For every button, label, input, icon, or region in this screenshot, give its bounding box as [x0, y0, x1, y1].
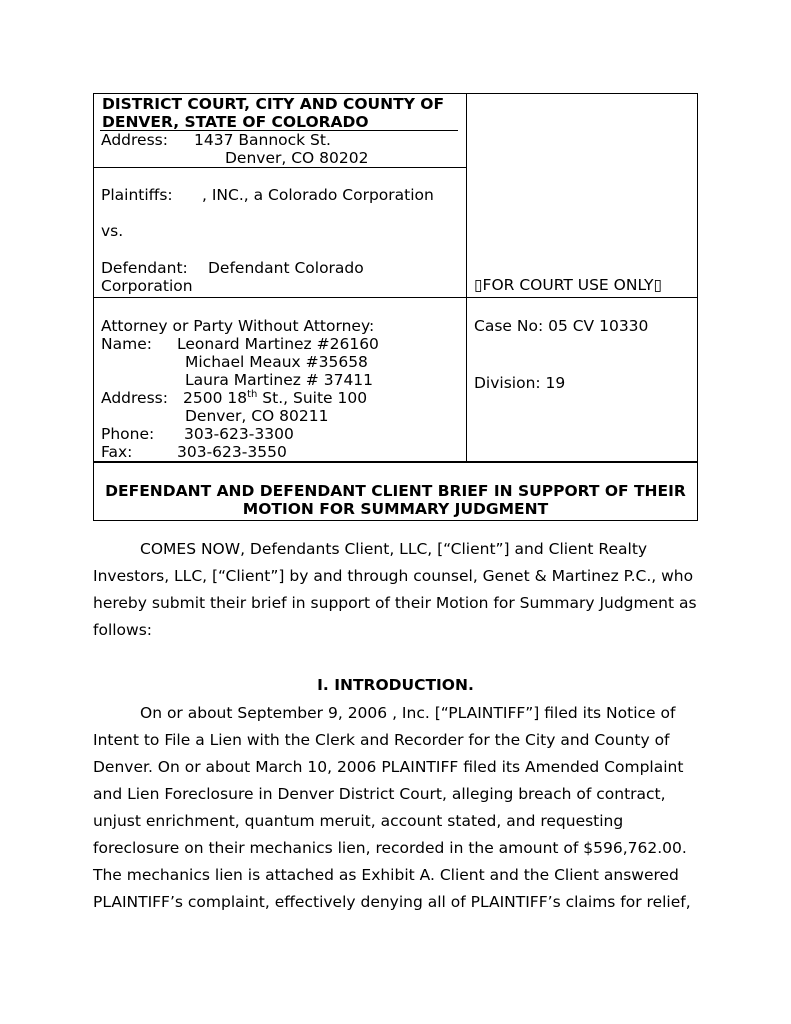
paragraph-line: unjust enrichment, quantum meruit, account stated, and requesting [93, 812, 624, 830]
caption-divider-vertical [466, 94, 467, 462]
phone-label: Phone: [101, 425, 155, 443]
defendant-value-cont: Corporation [101, 277, 193, 295]
division: Division: 19 [474, 374, 566, 392]
attorney-address-line1: 2500 18th St., Suite 100 [183, 388, 368, 407]
paragraph-line: Intent to File a Lien with the Clerk and Recorder for the City and County of [93, 731, 670, 749]
attorney-address-line2: Denver, CO 80211 [185, 407, 329, 425]
paragraph-line: PLAINTIFF’s complaint, effectively denying all of PLAINTIFF’s claims for relief, [93, 893, 691, 911]
attorney-name-label: Name: [101, 335, 152, 353]
paragraph-line: Investors, LLC, [“Client”] by and through counsel, Genet & Martinez P.C., who [93, 567, 694, 585]
section-heading: I. INTRODUCTION. [317, 676, 474, 694]
defendant-value: Defendant Colorado [208, 259, 364, 277]
paragraph-line: Denver. On or about March 10, 2006 PLAINTIFF filed its Amended Complaint [93, 758, 684, 776]
fax-value: 303-623-3550 [177, 443, 287, 461]
caption-divider-parties [94, 297, 697, 298]
plaintiffs-label: Plaintiffs: [101, 186, 173, 204]
paragraph-line: The mechanics lien is attached as Exhibit A. Client and the Client answered [93, 866, 679, 884]
paragraph-line: foreclosure on their mechanics lien, recorded in the amount of $596,762.00. [93, 839, 687, 857]
plaintiffs-value: , INC., a Colorado Corporation [202, 186, 434, 204]
defendant-label: Defendant: [101, 259, 188, 277]
versus-label: vs. [101, 222, 124, 240]
brief-title: DEFENDANT AND DEFENDANT CLIENT BRIEF IN SUPPORT OF THEIR MOTION FOR SUMMARY JUDGMENT [105, 482, 686, 518]
paragraph-line: follows: [93, 621, 153, 639]
court-name: DISTRICT COURT, CITY AND COUNTY OF DENVER, STATE OF COLORADO [102, 95, 445, 131]
phone-value: 303-623-3300 [184, 425, 294, 443]
court-address-line1: 1437 Bannock St. [194, 131, 331, 149]
attorney-address-label: Address: [101, 389, 168, 407]
case-number: Case No: 05 CV 10330 [474, 317, 649, 335]
court-address-label: Address: [101, 131, 168, 149]
caption-divider-court [94, 167, 466, 168]
court-use-only-label: ▯FOR COURT USE ONLY▯ [474, 276, 663, 294]
paragraph-line: COMES NOW, Defendants Client, LLC, [“Client”] and Client Realty [140, 540, 648, 558]
caption-divider-attorney [94, 461, 697, 463]
fax-label: Fax: [101, 443, 133, 461]
attorney-name-3: Laura Martinez # 37411 [185, 371, 374, 389]
paragraph-line: On or about September 9, 2006 , Inc. [“PLAINTIFF”] filed its Notice of [140, 704, 676, 722]
attorney-heading: Attorney or Party Without Attorney: [101, 317, 375, 335]
court-address-line2: Denver, CO 80202 [225, 149, 369, 167]
case-caption-box [93, 93, 698, 521]
attorney-name-2: Michael Meaux #35658 [185, 353, 368, 371]
paragraph-line: hereby submit their brief in support of their Motion for Summary Judgment as [93, 594, 697, 612]
attorney-name-1: Leonard Martinez #26160 [177, 335, 379, 353]
paragraph-line: and Lien Foreclosure in Denver District Court, alleging breach of contract, [93, 785, 666, 803]
